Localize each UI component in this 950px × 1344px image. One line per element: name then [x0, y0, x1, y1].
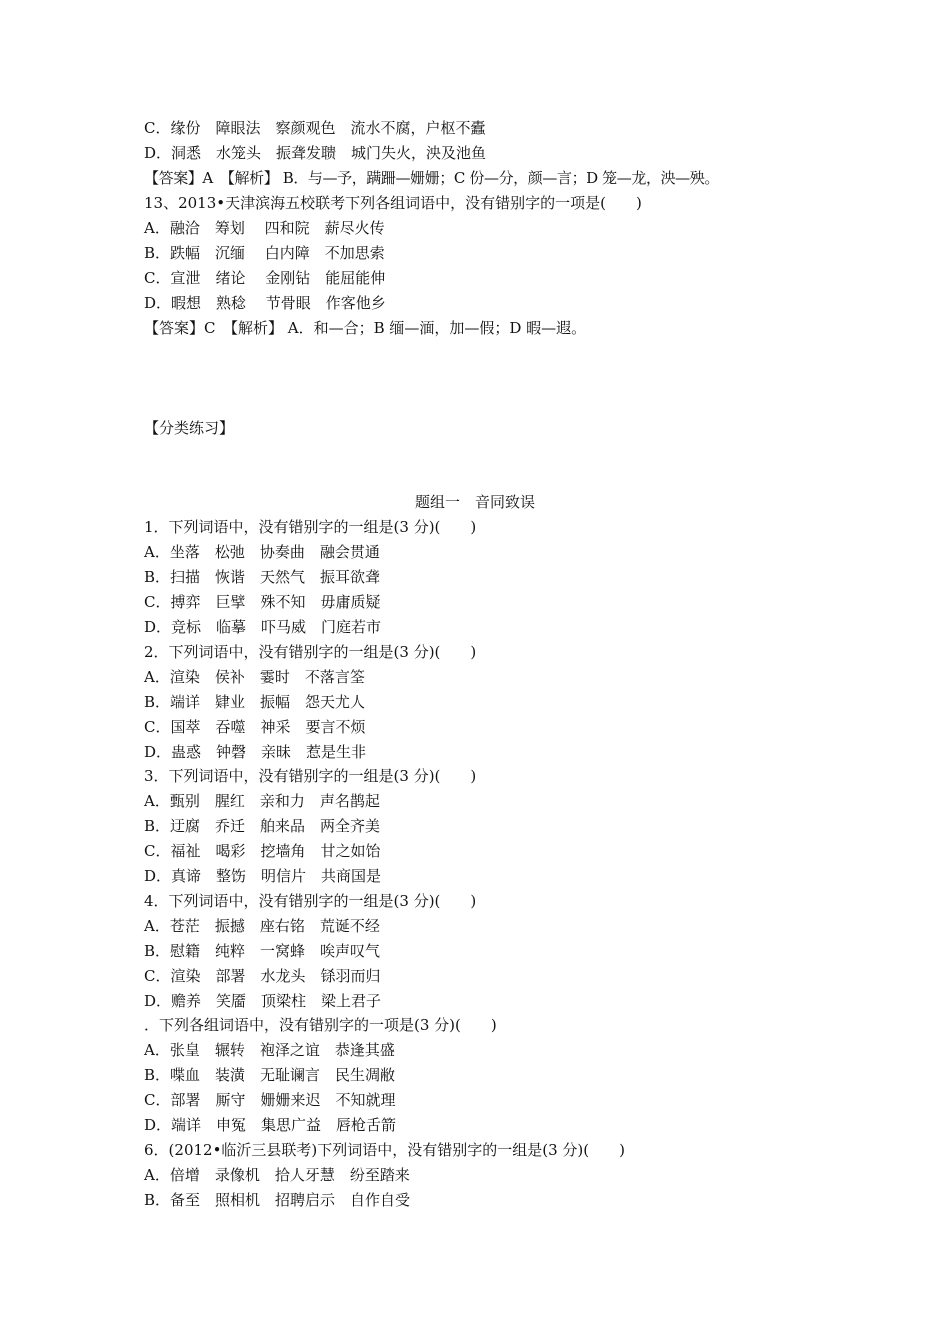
q5-stem: ．下列各组词语中，没有错别字的一项是(3 分)( ) — [144, 1016, 497, 1034]
q3-option-c: C．福祉 喝彩 挖墙角 甘之如饴 — [144, 842, 381, 860]
q3-option-a: A．甄别 腥红 亲和力 声名鹊起 — [144, 792, 380, 810]
q2-stem: 2．下列词语中，没有错别字的一组是(3 分)( ) — [144, 643, 477, 661]
q1-option-a: A．坐落 松弛 协奏曲 融会贯通 — [144, 543, 380, 561]
q2-option-a: A．渲染 侯补 霎时 不落言筌 — [144, 668, 365, 686]
section-heading: 【分类练习】 — [144, 419, 235, 437]
q1-option-c: C．搏弈 巨擘 殊不知 毋庸质疑 — [144, 593, 381, 611]
q13-option-c: C．宣泄 绪论 金刚钻 能屈能伸 — [144, 269, 386, 287]
q12-option-d: D．洞悉 水笼头 振聋发聩 城门失火，泱及池鱼 — [144, 144, 487, 162]
q1-option-d: D．竞标 临摹 吓马威 门庭若市 — [144, 618, 382, 636]
q6-option-b: B．备至 照相机 招聘启示 自作自受 — [144, 1191, 411, 1209]
q3-stem: 3．下列词语中，没有错别字的一组是(3 分)( ) — [144, 767, 477, 785]
q2-option-b: B．端详 肄业 振幅 怨天尤人 — [144, 693, 366, 711]
q12-option-c: C．缘份 障眼法 察颜观色 流水不腐，户枢不蠹 — [144, 119, 486, 137]
q13-stem: 13、2013•天津滨海五校联考下列各组词语中，没有错别字的一项是( ) — [144, 194, 642, 212]
q13-option-d: D．暇想 熟稔 节骨眼 作客他乡 — [144, 294, 386, 312]
q4-option-c: C．渲染 部署 水龙头 铩羽而归 — [144, 967, 381, 985]
q3-option-d: D．真谛 整饬 明信片 共商国是 — [144, 867, 382, 885]
q12-answer: 【答案】A 【解析】 B．与—予，蹒跚—姗姗；C 份—分，颜—言；D 笼—龙，泱—殃。 — [144, 169, 719, 187]
q5-option-b: B．喋血 装潢 无耻谰言 民生凋敝 — [144, 1066, 396, 1084]
q4-stem: 4．下列词语中，没有错别字的一组是(3 分)( ) — [144, 892, 477, 910]
q2-option-c: C．国萃 吞噬 神采 要言不烦 — [144, 718, 366, 736]
q4-option-a: A．苍茫 振撼 座右铭 荒诞不经 — [144, 917, 380, 935]
q13-option-b: B．跌幅 沉缅 白内障 不加思索 — [144, 244, 385, 262]
q2-option-d: D．蛊惑 钟磬 亲昧 惹是生非 — [144, 743, 367, 761]
q5-option-c: C．部署 厮守 姗姗来迟 不知就理 — [144, 1091, 396, 1109]
q6-stem: 6．(2012•临沂三县联考)下列词语中，没有错别字的一组是(3 分)( ) — [144, 1141, 625, 1159]
q1-stem: 1．下列词语中，没有错别字的一组是(3 分)( ) — [144, 518, 477, 536]
q6-option-a: A．倍增 录像机 拾人牙慧 纷至踏来 — [144, 1166, 410, 1184]
q4-option-b: B．慰籍 纯粹 一窝蜂 唉声叹气 — [144, 942, 381, 960]
q1-option-b: B．扫描 恢谐 天然气 振耳欲聋 — [144, 568, 381, 586]
q13-answer: 【答案】C 【解析】 A．和—合；B 缅—湎，加—假；D 暇—遐。 — [144, 319, 587, 337]
q3-option-b: B．迂腐 乔迁 舶来品 两全齐美 — [144, 817, 381, 835]
q4-option-d: D．赡养 笑靥 顶梁柱 梁上君子 — [144, 992, 382, 1010]
q5-option-d: D．端详 申冤 集思广益 唇枪舌箭 — [144, 1116, 397, 1134]
group-title: 题组一 音同致误 — [414, 493, 535, 511]
q5-option-a: A．张皇 辗转 袍泽之谊 恭逢其盛 — [144, 1041, 395, 1059]
q13-option-a: A．融洽 筹划 四和院 薪尽火传 — [144, 219, 385, 237]
